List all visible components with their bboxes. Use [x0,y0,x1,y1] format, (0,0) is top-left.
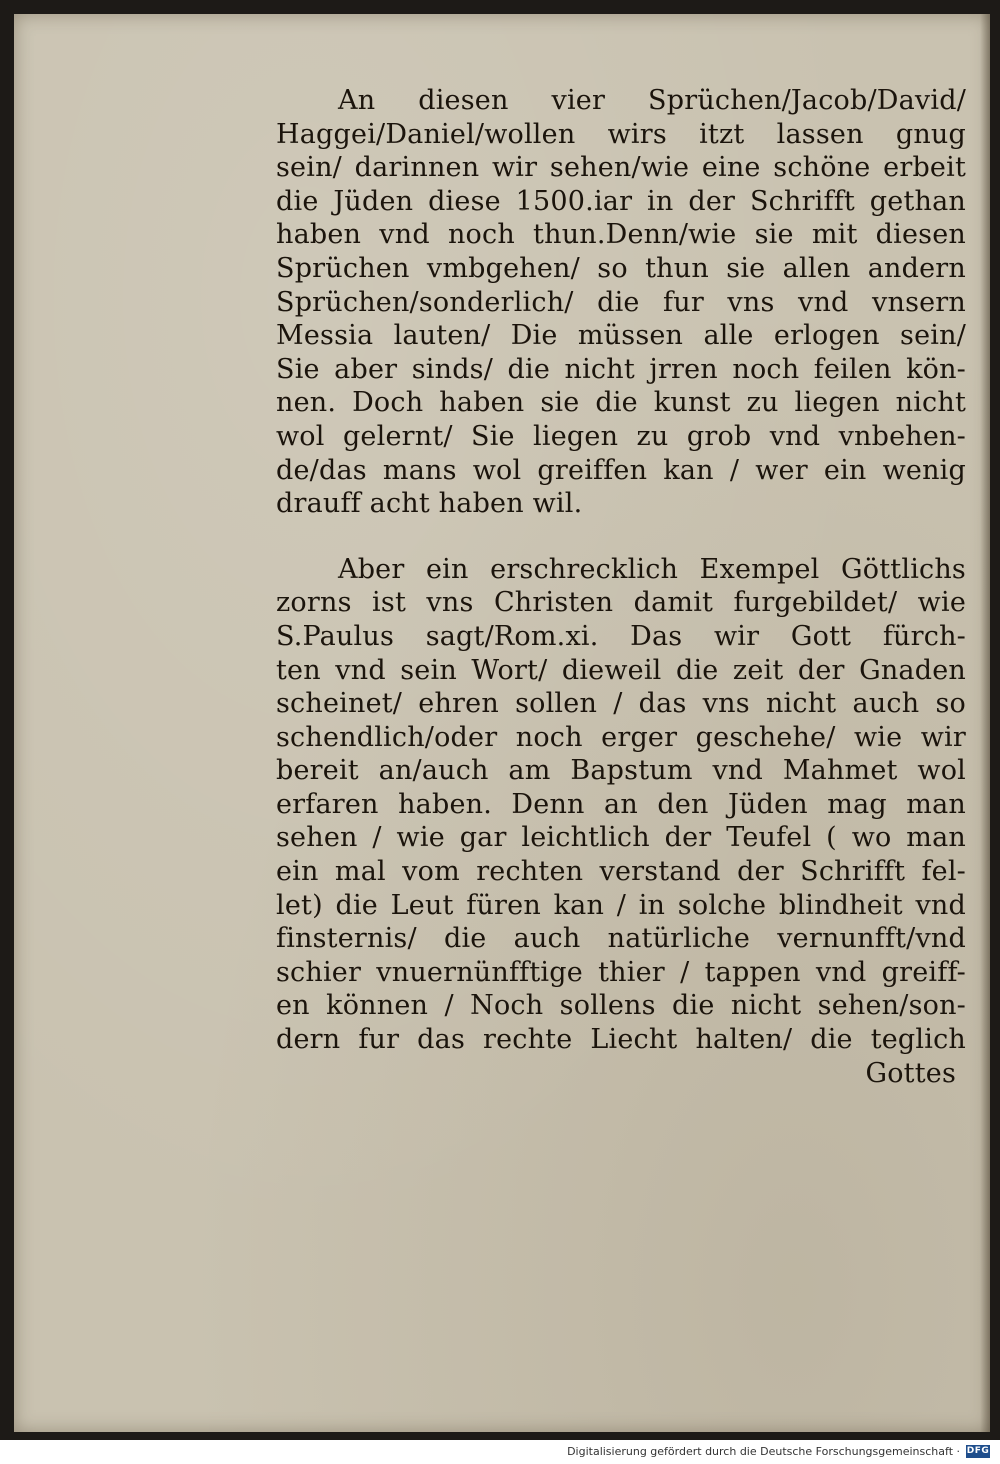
text-line: sehen / wie gar leichtlich der Teufel ( wo man [276,822,966,854]
text-line: de/das mans wol greiffen kan / wer ein wenig [276,454,966,486]
text-line: S.Paulus sagt/Rom.xi. Das wir Gott fürch- [276,620,966,652]
text-line: zorns ist vns Christen damit furgebildet/ wie [276,587,966,619]
text-line: bereit an/auch am Bapstum vnd Mahmet wol [276,755,966,787]
footer-bar [0,1440,1000,1464]
text-line: drauff acht haben wil. [276,488,583,520]
text-line: sein/ darinnen wir sehen/wie eine schöne erbeit [276,152,966,184]
text-line: schendlich/oder noch erger geschehe/ wie wir [276,721,966,753]
text-line: Aber ein erschrecklich Exempel Göttlichs [338,553,966,585]
text-block [276,84,966,1090]
dfg-logo: DFG [966,1446,990,1456]
text-line: An diesen vier Sprüchen/Jacob/David/ [338,85,966,116]
page-edge-shadow [980,14,990,1432]
text-line: en können / Noch sollens die nicht sehen/son- [276,990,966,1022]
text-line: Sprüchen vmbgehen/ so thun sie allen andern [276,252,966,284]
text-line: haben vnd noch thun.Denn/wie sie mit diesen [276,219,966,251]
paragraph-gap [276,521,966,553]
catchword: Gottes [865,1057,956,1089]
footer-credit: Digitalisierung gefördert durch die Deutsche Forschungsgemeinschaft · [567,1445,960,1458]
text-line: let) die Leut füren kan / in solche blindheit vnd [276,889,966,921]
text-line: Sie aber sinds/ die nicht jrren noch feilen kön- [276,353,966,385]
text-line: Sprüchen/sonderlich/ die fur vns vnd vnsern [276,286,966,318]
text-line: ein mal vom rechten verstand der Schrifft fel- [276,856,966,888]
text-line: ten vnd sein Wort/ dieweil die zeit der Gnaden [276,654,966,686]
text-line: die Jüden diese 1500.iar in der Schrifft gethan [276,185,966,217]
text-line: erfaren haben. Denn an den Jüden mag man [276,788,966,820]
book-page [14,14,990,1432]
text-line: nen. Doch haben sie die kunst zu liegen nicht [276,387,966,419]
text-line: dern fur das rechte Liecht halten/ die teglich [276,1024,966,1056]
text-line: Haggei/Daniel/wollen wirs itzt lassen gnug [276,118,966,150]
text-line: scheinet/ ehren sollen / das vns nicht auch so [276,688,966,720]
text-line: wol gelernt/ Sie liegen zu grob vnd vnbehen- [276,420,966,452]
text-line: Messia lauten/ Die müssen alle erlogen sein/ [276,320,966,352]
text-line: schier vnuernünfftige thier / tappen vnd greiff- [276,956,966,988]
text-line: finsternis/ die auch natürliche vernunfft/vnd [276,923,966,955]
